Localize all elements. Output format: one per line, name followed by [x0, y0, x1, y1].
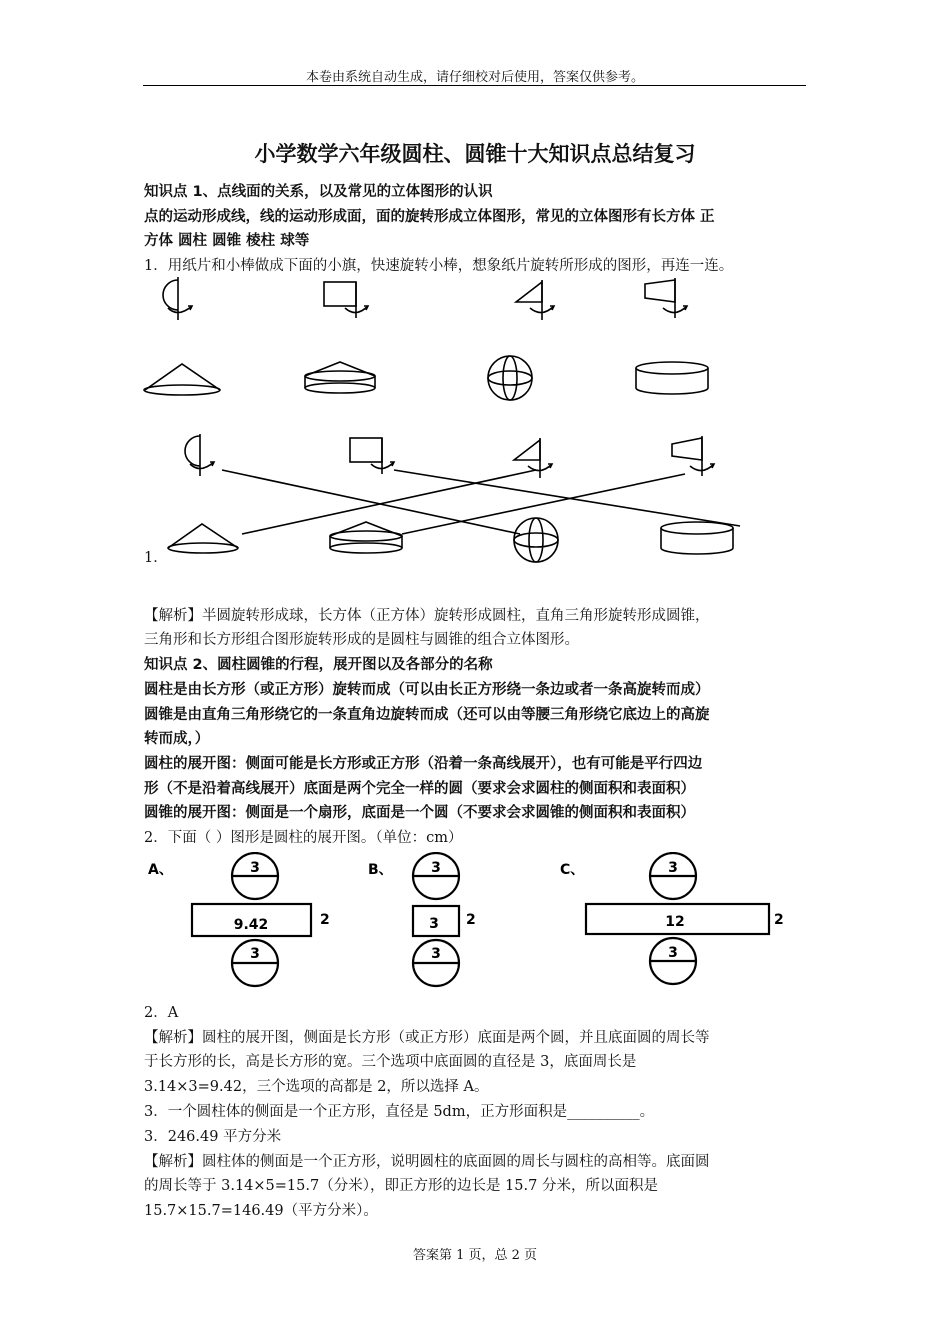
option-c-label: C、: [560, 862, 585, 878]
kp2-line5: 形（不是沿着高线展开）底面是两个完全一样的圆（要求会求圆柱的侧面积和表面积）: [144, 781, 695, 797]
q3-answer: 3．246.49 平方分米: [144, 1129, 282, 1145]
q3-analysis-3: 15.7×15.7=146.49（平方分米）。: [144, 1203, 378, 1219]
kp2-line2: 圆锥是由直角三角形绕它的一条直角边旋转而成（还可以由等腰三角形绕它底边上的高旋: [144, 707, 710, 723]
option-a-circle-top: 3: [250, 860, 260, 876]
flag-rectangle-icon: [324, 282, 368, 318]
option-a-circle-bottom: 3: [250, 946, 260, 962]
kp1-heading: 知识点 1、点线面的关系，以及常见的立体图形的认识: [144, 184, 493, 200]
option-b-height: 2: [466, 912, 476, 928]
cone-icon: [168, 524, 238, 553]
q2-analysis-2: 于长方形的长，高是长方形的宽。三个选项中底面圆的直径是 3，底面周长是: [144, 1054, 637, 1070]
q2-text: 2．下面（ ）图形是圆柱的展开图。（单位：cm）: [144, 830, 463, 846]
kp2-line4: 圆柱的展开图：侧面可能是长方形或正方形（沿着一条高线展开），也有可能是平行四边: [144, 756, 703, 772]
option-c-rect: 12: [665, 914, 685, 930]
answer-lines: [222, 470, 740, 534]
kp2-line1: 圆柱是由长方形（或正方形）旋转而成（可以由长正方形绕一条边或者一条高旋转而成）: [144, 682, 710, 698]
kp1-line1: 点的运动形成线，线的运动形成面，面的旋转形成立体图形，常见的立体图形有长方体 正: [144, 209, 715, 225]
flag-trapezoid-icon: [672, 436, 714, 476]
flag-semicircle-icon: [163, 277, 192, 320]
q1-answer-label: 1．: [144, 550, 168, 566]
q1-analysis-1: 【解析】半圆旋转形成球，长方体（正方体）旋转形成圆柱，直角三角形旋转形成圆锥，: [144, 608, 710, 624]
flag-semicircle-icon: [185, 434, 214, 476]
q2-analysis-3: 3.14×3=9.42，三个选项的高都是 2，所以选择 A。: [144, 1079, 489, 1095]
page-footer: 答案第 1 页，总 2 页: [412, 1248, 538, 1263]
header-rule: [143, 85, 806, 86]
cylinder-icon: [661, 522, 733, 554]
q2-figure: [140, 852, 800, 992]
option-b-label: B、: [368, 862, 393, 878]
sphere-icon: [488, 356, 532, 400]
option-a-height: 2: [320, 912, 330, 928]
option-c-height: 2: [774, 912, 784, 928]
q1-text: 1．用纸片和小棒做成下面的小旗，快速旋转小棒，想象纸片旋转所形成的图形，再连一连。: [144, 258, 734, 274]
option-a-label: A、: [148, 862, 173, 878]
q3-analysis-2: 的周长等于 3.14×5=15.7（分米），即正方形的边长是 15.7 分米，所以面积是: [144, 1178, 658, 1194]
cone-icon: [144, 364, 220, 395]
q3-text: 3．一个圆柱体的侧面是一个正方形，直径是 5dm，正方形面积是__________。: [144, 1104, 655, 1120]
option-b-circle-bottom: 3: [431, 946, 441, 962]
cylinder-icon: [636, 362, 708, 394]
flag-triangle-icon: [516, 280, 554, 320]
cylinder-cone-icon: [305, 362, 375, 393]
option-c-circle-top: 3: [668, 860, 678, 876]
q3-analysis-1: 【解析】圆柱体的侧面是一个正方形，说明圆柱的底面圆的周长与圆柱的高相等。底面圆: [144, 1154, 710, 1170]
sphere-icon: [514, 518, 558, 562]
kp2-heading: 知识点 2、圆柱圆锥的行程，展开图以及各部分的名称: [144, 657, 493, 673]
kp1-line2: 方体 圆柱 圆锥 棱柱 球等: [144, 233, 310, 249]
q1-analysis-2: 三角形和长方形组合图形旋转形成的是圆柱与圆锥的组合立体图形。: [144, 632, 579, 648]
page-title: 小学数学六年级圆柱、圆锥十大知识点总结复习: [254, 142, 696, 166]
q1-figure: [140, 272, 820, 572]
option-a-rect: 9.42: [233, 917, 269, 933]
option-b-rect: 3: [429, 916, 439, 932]
kp2-line3: 转而成，）: [144, 731, 210, 747]
option-b-circle-top: 3: [431, 860, 441, 876]
option-c-circle-bottom: 3: [668, 945, 678, 961]
kp2-line6: 圆锥的展开图：侧面是一个扇形，底面是一个圆（不要求会求圆锥的侧面积和表面积）: [144, 805, 695, 821]
cylinder-cone-icon: [330, 522, 402, 553]
flag-rectangle-icon: [350, 438, 394, 474]
page-header: 本卷由系统自动生成，请仔细校对后使用，答案仅供参考。: [305, 70, 644, 85]
q2-analysis-1: 【解析】圆柱的展开图，侧面是长方形（或正方形）底面是两个圆，并且底面圆的周长等: [144, 1030, 710, 1046]
flag-trapezoid-icon: [645, 278, 687, 318]
flag-triangle-icon: [514, 438, 552, 478]
q2-answer: 2．A: [144, 1005, 179, 1021]
